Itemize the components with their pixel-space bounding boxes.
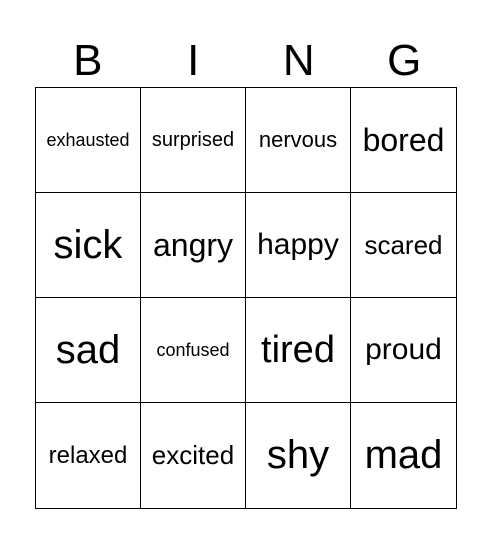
bingo-cell[interactable]: bored [351,88,456,193]
bingo-cell[interactable]: tired [246,298,351,403]
header-letter-i: I [187,36,200,85]
bingo-cell[interactable]: scared [351,193,456,298]
bingo-cell[interactable]: surprised [141,88,246,193]
bingo-cell[interactable]: sick [36,193,141,298]
bingo-cell[interactable]: mad [364,433,443,477]
bingo-board [35,87,457,509]
bingo-cell[interactable]: sad [36,298,141,403]
bingo-cell[interactable]: shy [246,403,351,508]
header-letter-b: B [73,36,103,85]
bingo-cell[interactable]: exhausted [36,88,141,193]
bingo-cell[interactable]: proud [351,298,456,403]
bingo-cell[interactable]: relaxed [36,403,141,508]
bingo-cell[interactable]: nervous [246,88,351,193]
bingo-cell[interactable]: angry [141,193,246,298]
bingo-header [35,36,457,86]
bingo-cell[interactable]: confused [141,298,246,403]
bingo-cell[interactable]: excited [141,403,246,508]
header-letter-g: G [387,36,422,85]
bingo-cell[interactable]: happy [246,193,351,298]
header-letter-n: N [282,36,315,85]
